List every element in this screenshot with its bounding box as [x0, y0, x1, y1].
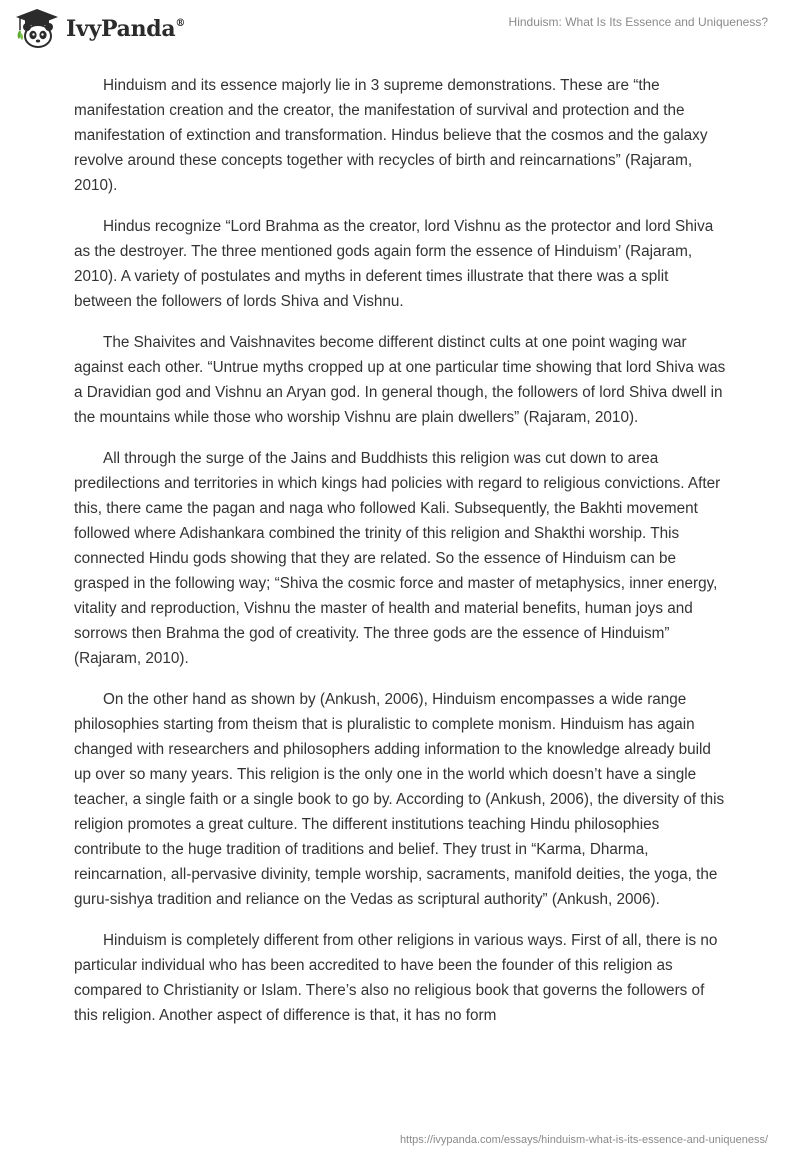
registered-mark: ®: [175, 17, 186, 29]
document-title: Hinduism: What Is Its Essence and Uniqueness?: [508, 15, 768, 29]
logo-wordmark: [66, 16, 185, 42]
ivypanda-logo[interactable]: [14, 8, 185, 50]
paragraph: Hinduism is completely different from other religions in various ways. First of all, there is no particular individual who has been accredited to have been the founder of this religion as compared to Christianity or Islam. There’s also no religious book that governs the followers of this religion. Another aspect of difference is that, it has no form: [74, 932, 718, 1024]
panda-graduate-icon: [14, 8, 60, 50]
page-header: [0, 0, 800, 60]
essay-body: [74, 73, 726, 1044]
source-url[interactable]: https://ivypanda.com/essays/hinduism-what-is-its-essence-and-uniqueness/: [399, 1134, 768, 1146]
paragraph: Hinduism and its essence majorly lie in 3 supreme demonstrations. These are “the manifestation creation and the creator, the manifestation of survival and protection and the manifestation of extinction and transformation. Hindus believe that the cosmos and the galaxy revolve around these concepts together with recycles of birth and reincarnations” (Rajaram, 2010).: [74, 77, 708, 194]
logo-name: IvyPanda: [66, 16, 176, 42]
paragraph: The Shaivites and Vaishnavites become different distinct cults at one point waging war against each other. “Untrue myths cropped up at one particular time showing that lord Shiva was a Dravidian god and Vishnu an Aryan god. In general though, the followers of lord Shiva dwell in the mountains while those who worship Vishnu are plain dwellers” (Rajaram, 2010).: [74, 334, 726, 426]
paragraph: Hindus recognize “Lord Brahma as the creator, lord Vishnu as the protector and lord Shiva as the destroyer. The three mentioned gods again form the essence of Hinduism’ (Rajaram, 2010). A variety of postulates and myths in deferent times illustrate that there was a split between the followers of lords Shiva and Vishnu.: [74, 218, 714, 310]
paragraph: All through the surge of the Jains and Buddhists this religion was cut down to area predilections and territories in which kings had policies with regard to religious convictions. After this, there came the pagan and naga who followed Kali. Subsequently, the Bakhti movement followed where Adishankara combined the trinity of this religion and Shakthi worship. This connected Hindu gods showing that they are related. So the essence of Hinduism can be grasped in the following way; “Shiva the cosmic force and master of metaphysics, inner energy, vitality and reproduction, Vishnu the master of health and material benefits, human joys and sorrows then Brahma the god of creativity. The three gods are the essence of Hinduism” (Rajaram, 2010).: [74, 450, 721, 667]
paragraph: On the other hand as shown by (Ankush, 2006), Hinduism encompasses a wide range philosophies starting from theism that is pluralistic to complete monism. Hinduism has again changed with researchers and philosophers adding information to the knowledge already build up over so many years. This religion is the only one in the world which doesn’t have a single teacher, a single faith or a single book to go by. According to (Ankush, 2006), the diversity of this religion promotes a great culture. The different institutions teaching Hindu philosophies contribute to the huge tradition of traditions and belief. They trust in “Karma, Dharma, reincarnation, all-pervasive divinity, temple worship, sacraments, manifold deities, the yoga, the guru-sishya tradition and reliance on the Vedas as scriptural authority” (Ankush, 2006).: [74, 691, 725, 908]
